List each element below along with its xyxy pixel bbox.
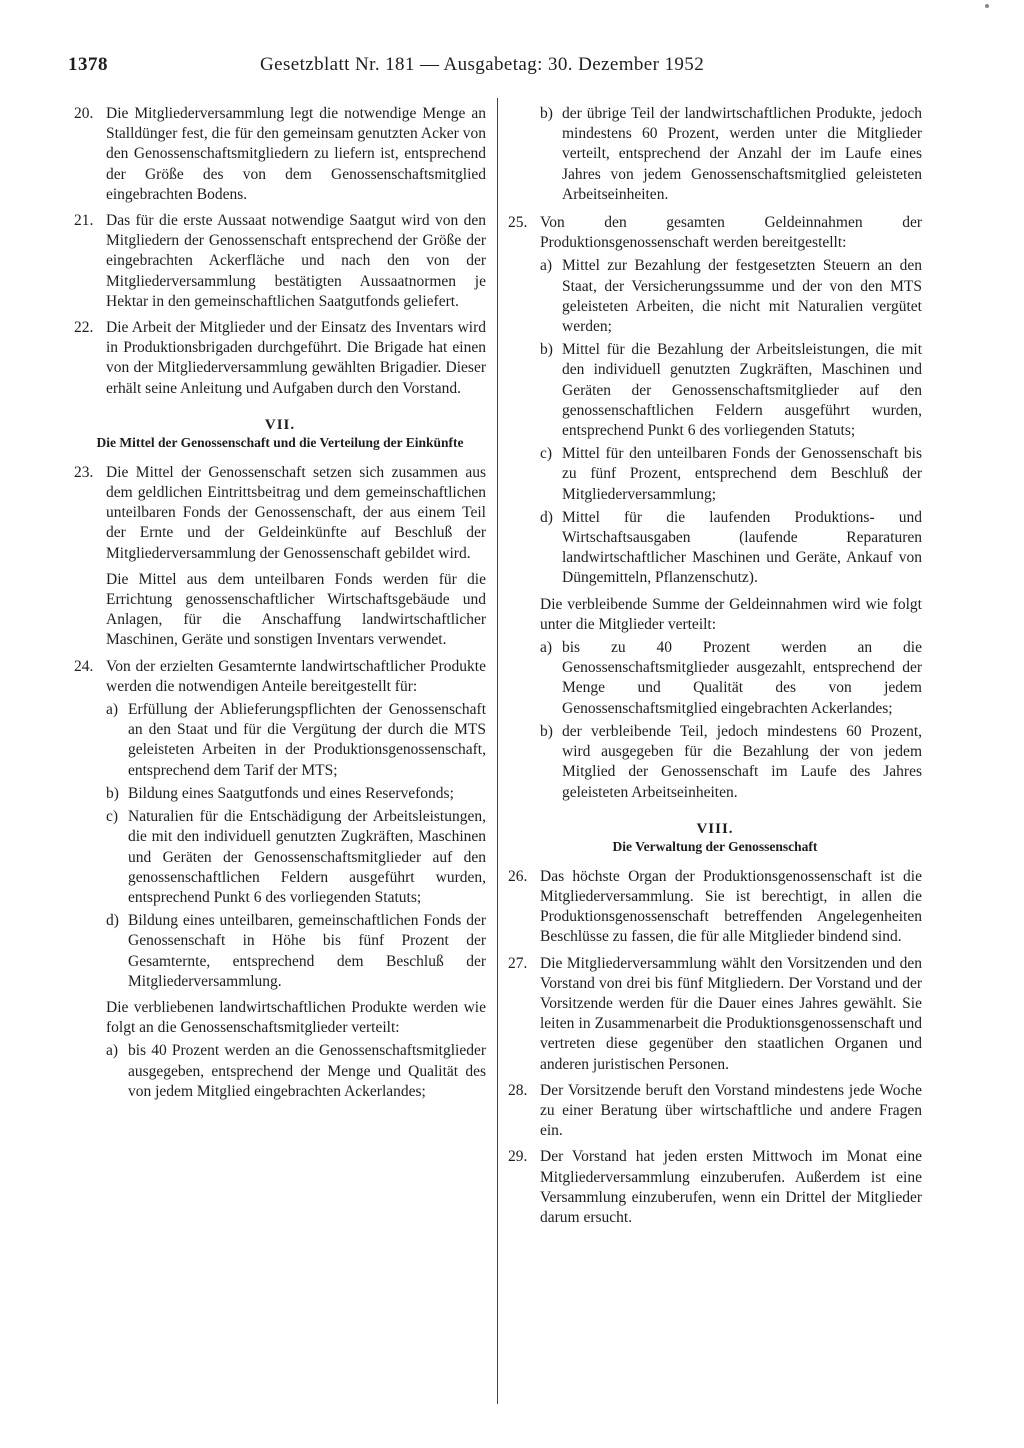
column-divider <box>497 98 498 1404</box>
item-text: Das für die erste Aussaat notwendige Saatgut wird von den Mitgliedern der Genossenschaft entsprechend der Größe der eingebrachten Ackerfläche und nach den von der Mitgliederversammlung bestätigten Aussaatnormen je Hektar in den gemeinschaftlichen Saatgutfonds geliefert. <box>106 212 486 310</box>
item-number: 29. <box>508 1148 528 1166</box>
scan-speck <box>985 4 989 8</box>
sub-text: Mittel für den unteilbaren Fonds der Genossenschaft bis zu fünf Prozent, entsprechend dem Beschluß der Mitgliederversammlung; <box>562 445 922 503</box>
item-paragraph: Die verbliebenen landwirtschaftlichen Produkte werden wie folgt an die Genossenschaftsmitglieder verteilt: <box>106 998 486 1037</box>
sub-text: der übrige Teil der landwirtschaftlichen Produkte, jedoch mindestens 60 Prozent, werden unter die Mitglieder verteilt, entsprechend der Anzahl der im Laufe eines Jahres von jedem Genossenschaftsmitglied geleisteten Arbeitseinheiten. <box>562 105 922 203</box>
item-27 <box>508 954 922 1075</box>
section-number: VIII. <box>696 820 734 837</box>
sub-item-b <box>106 784 486 804</box>
sub-label: d) <box>540 508 553 526</box>
sub-item-d <box>540 508 922 589</box>
item-22 <box>74 318 486 399</box>
sub-label: b) <box>540 105 553 122</box>
sub-text: bis 40 Prozent werden an die Genossenschaftsmitglieder ausgegeben, entsprechend der Menge und Qualität des von jedem Mitglied eingebrachten Ackerlandes; <box>128 1042 486 1100</box>
sub-item-b <box>540 722 922 803</box>
sub-label: a) <box>106 1042 119 1060</box>
item-text: Das höchste Organ der Produktionsgenossenschaft ist die Mitgliederversammlung. Sie ist berechtigt, in allen die Produktionsgenossenschaft betreffenden Angelegenheiten Beschlüsse zu fassen, die für alle Mitglieder bindend sind. <box>540 867 922 946</box>
header-title: Gesetzblatt Nr. 181 — Ausgabetag: 30. Dezember 1952 <box>260 54 705 75</box>
item-21 <box>74 211 486 312</box>
sub-text: bis zu 40 Prozent werden an die Genossenschaftsmitglieder ausgezahlt, entsprechend der Menge und Qualität des von jedem Genossenschaftsmitglied eingebrachten Ackerlandes; <box>562 639 922 717</box>
item-24-continued <box>508 104 922 205</box>
sub-text: Naturalien für die Entschädigung der Arbeitsleistungen, die mit den individuell genutzten Zugkräften, Maschinen und Geräten der Genossenschaftsmitglieder auf den genossenschaftlichen Feldern ausgeführt wurden, entsprechend Punkt 6 des vorliegenden Statuts; <box>128 808 486 906</box>
item-paragraph: Die verbleibende Summe der Geldeinnahmen wird wie folgt unter die Mitglieder verteilt: <box>540 595 922 633</box>
item-paragraph: Die Mittel aus dem unteilbaren Fonds werden für die Errichtung genossenschaftlicher Wirtschaftsgebäude und Anlagen, für die Anschaffung landwirtschaftlicher Maschinen, Geräte und sonstigen Inventars verwendet. <box>106 570 486 649</box>
item-number: 26. <box>508 867 528 885</box>
sub-item-b <box>540 340 922 441</box>
item-20 <box>74 104 486 205</box>
item-number: 28. <box>508 1081 528 1099</box>
item-24 <box>74 657 486 1102</box>
sub-item-a <box>106 1041 486 1102</box>
item-number: 22. <box>74 319 94 337</box>
sub-text: der verbleibende Teil, jedoch mindestens 60 Prozent, wird ausgegeben für die Bezahlung der von jedem Mitglied der Genossenschaft im Laufe des Jahres geleisteten Arbeitseinheiten. <box>562 722 922 801</box>
page-number: 1378 <box>68 54 108 75</box>
sub-label: c) <box>540 445 553 463</box>
section-title: Die Verwaltung der Genossenschaft <box>612 838 818 854</box>
item-number: 23. <box>74 463 94 481</box>
item-25 <box>508 213 922 803</box>
item-text: Der Vorstand hat jeden ersten Mittwoch im Monat eine Mitgliederversammlung einzuberufen. Außerdem ist eine Versammlung einzuberufen, wenn ein Drittel der Mitglieder darum ersucht. <box>540 1148 922 1226</box>
item-text: Die Arbeit der Mitglieder und der Einsatz des Inventars wird in Produktionsbrigaden durchgeführt. Die Brigade hat einen von der Mitgliederversammlung gewählten Brigadier. Dieser erhält seine Anleitung und Aufgaben durch den Vorstand. <box>106 319 486 397</box>
item-26 <box>508 867 922 948</box>
sub-text: Bildung eines Saatgutfonds und eines Reservefonds; <box>128 784 454 802</box>
item-text: Der Vorsitzende beruft den Vorstand mindestens jede Woche zu einer Beratung über wirtschaftliche und andere Fragen ein. <box>540 1081 922 1140</box>
sub-label: b) <box>540 341 553 359</box>
sub-label: a) <box>106 701 119 719</box>
item-text: Von den gesamten Geldeinnahmen der Produktionsgenossenschaft werden bereitgestellt: <box>540 214 922 252</box>
item-number: 25. <box>508 214 528 232</box>
item-text: Die Mittel der Genossenschaft setzen sich zusammen aus dem geldlichen Eintrittsbeitrag und dem gemeinschaftlichen unteilbaren Fonds der Genossenschaft, der aus einem Teil der Ernte und der Geldeinkünfte auf Beschluß der Mitgliederversammlung der Genossenschaft gebildet wird. <box>106 463 486 562</box>
sub-text: Erfüllung der Ablieferungspflichten der Genossenschaft an den Staat und für die Vergütung der durch die MTS geleisteten Arbeiten in der Produktionsgenossenschaft, entsprechend dem Tarif der MTS; <box>128 701 486 779</box>
sub-label: c) <box>106 808 119 826</box>
item-number: 24. <box>74 657 94 675</box>
sub-item-c <box>106 807 486 908</box>
section-title: Die Mittel der Genossenschaft und die Verteilung der Einkünfte <box>96 434 464 450</box>
section-number: VII. <box>264 416 296 433</box>
sub-item-a <box>540 256 922 337</box>
left-column <box>74 104 486 1108</box>
item-29 <box>508 1147 922 1228</box>
section-8-heading <box>508 821 922 855</box>
sub-item-a <box>106 700 486 781</box>
item-number: 21. <box>74 212 94 230</box>
item-28 <box>508 1081 922 1142</box>
sub-label: d) <box>106 912 119 930</box>
item-number: 20. <box>74 105 94 122</box>
sub-label: b) <box>540 722 553 740</box>
item-number: 27. <box>508 954 528 972</box>
sub-text: Mittel für die Bezahlung der Arbeitsleistungen, die mit den individuell genutzten Zugkräften, Maschinen und Geräten der Genossenschaftsmitglieder auf den genossenschaftlichen Feldern ausgeführt wurden, entsprechend Punkt 6 des vorliegenden Statuts; <box>562 341 922 440</box>
sub-item-a <box>540 638 922 719</box>
sub-label: a) <box>540 257 553 275</box>
section-7-heading <box>74 417 486 451</box>
page-header <box>68 54 928 82</box>
right-column <box>508 104 922 1234</box>
item-text: Die Mitgliederversammlung wählt den Vorsitzenden und den Vorstand von drei bis fünf Mitgliedern. Der Vorstand und der Vorsitzende werden für die Dauer eines Jahres gewählt. Sie leiten in Zusammenarbeit die Produktionsgenossenschaft und vertreten diese gegenüber den staatlichen Organen und anderen juristischen Personen. <box>540 954 922 1073</box>
item-23 <box>74 463 486 651</box>
sub-text: Mittel für die laufenden Produktions- und Wirtschaftsausgaben (laufende Reparaturen landwirtschaftlicher Maschinen und Geräte, Ankauf von Düngemitteln, Pflanzenschutz). <box>562 508 922 587</box>
sub-label: a) <box>540 639 553 657</box>
item-text: Die Mitgliederversammlung legt die notwendige Menge an Stalldünger fest, die für den gemeinsam genutzten Acker von den Genossenschaftsmitgliedern zu liefern ist, entsprechend der Größe des von dem Genossenschaftsmitglied eingebrachten Bodens. <box>106 105 486 203</box>
sub-item-b <box>540 104 922 205</box>
sub-item-d <box>106 911 486 992</box>
item-text: Von der erzielten Gesamternte landwirtschaftlicher Produkte werden die notwendigen Anteile bereitgestellt für: <box>106 657 486 695</box>
sub-label: b) <box>106 784 119 802</box>
sub-item-c <box>540 444 922 505</box>
sub-text: Mittel zur Bezahlung der festgesetzten Steuern an den Staat, der Versicherungssumme und der von den MTS geleisteten Arbeiten, die nicht mit Naturalien vergütet werden; <box>562 257 922 336</box>
sub-text: Bildung eines unteilbaren, gemeinschaftlichen Fonds der Genossenschaft in Höhe bis fünf Prozent der Gesamternte, entsprechend dem Beschluß der Mitgliederversammlung. <box>128 912 486 990</box>
